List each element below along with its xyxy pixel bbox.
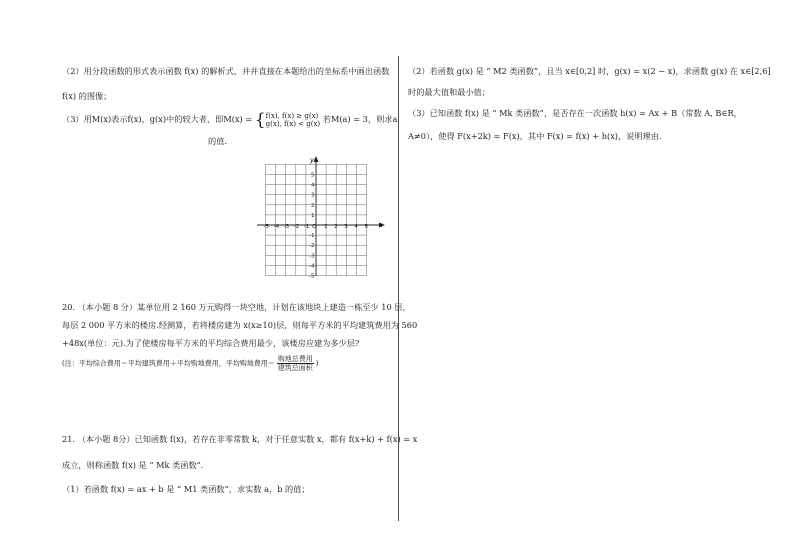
column-divider (398, 56, 399, 521)
fraction-numerator: 购地总费用 (277, 355, 313, 363)
fraction-denominator: 建筑总面积 (277, 364, 313, 372)
y-tick-label: -5 (309, 273, 315, 280)
y-tick-label: 2 (311, 202, 315, 209)
y-tick-label: 4 (311, 182, 315, 189)
q21-line1: 21. （本小题 8分）已知函数 f(x)，若存在非零常数 k，对于任意实数 x，都有 f(x+k) + f(x) = x (62, 434, 418, 444)
q21-part3-line1: （3）已知函数 f(x) 是 “ Mk 类函数”，是否存在一次函数 h(x) = Ax + B（常数 A, B∈R， (408, 108, 742, 118)
case-2: g(x), f(x) < g(x) (265, 120, 321, 128)
q21-part1: （1）若函数 f(x) = ax + b 是 “ M1 类函数”，求实数 a，b 的值； (62, 484, 310, 494)
y-tick-label: -4 (309, 263, 315, 270)
case-1: f(x), f(x) ≥ g(x) (265, 112, 319, 120)
y-tick-label: 5 (311, 172, 315, 179)
q20-line1: 20. （本小题 8 分）某单位用 2 160 万元购得一块空地，计划在该地块上建造一栋至少 10 层， (62, 302, 411, 312)
x-tick-label: 4 (354, 224, 358, 230)
q20-note (62, 355, 318, 372)
x-tick-label: -3 (283, 224, 290, 230)
piecewise-cases (266, 112, 321, 128)
q19-part3-line2: 的值. (208, 136, 227, 146)
note-fraction (277, 355, 314, 372)
q20-line3: +48x(单位：元).为了使楼房每平方米的平均综合费用最少，该楼房应建为多少层? (62, 338, 360, 348)
x-tick-label: 3 (344, 224, 348, 230)
x-tick-label: 2 (334, 224, 338, 230)
x-tick-label: 1 (324, 224, 328, 230)
q19-part2-line2: f(x) 的图像； (62, 91, 112, 101)
y-tick-label: 1 (311, 212, 315, 219)
q19-part2-line1: （2）用分段函数的形式表示函数 f(x) 的解析式，并并直接在本题给出的坐标系中画出函数 (62, 66, 390, 76)
x-tick-label: 5 (364, 224, 368, 230)
q19-part3-prefix: （3）用M(x)表示f(x)，g(x)中的较大者，即M(x) = (62, 114, 255, 124)
coordinate-grid (255, 152, 387, 280)
note-prefix: (注：平均综合费用＝平均建筑费用＋平均购地费用，平均购地费用＝ (62, 359, 275, 368)
x-tick-label: O (312, 224, 317, 230)
y-tick-label: -3 (309, 253, 315, 260)
note-suffix: ) (315, 359, 319, 368)
q21-line2: 成立，则称函数 f(x) 是 “ Mk 类函数”. (62, 460, 204, 470)
y-axis-label: y (310, 156, 314, 164)
y-tick-label: -2 (309, 243, 315, 250)
x-axis-label: x (379, 221, 383, 229)
x-tick-label: -2 (293, 224, 300, 230)
x-tick-label: -4 (273, 224, 280, 230)
y-tick-label: 3 (311, 192, 315, 199)
q21-part2-line2: 时的最大值和最小值； (408, 87, 490, 97)
y-tick-label: -1 (309, 233, 315, 240)
x-tick-label: -5 (263, 224, 269, 230)
axes (257, 156, 385, 276)
y-axis-arrow-icon (314, 156, 319, 162)
q21-part2-line1: （2）若函数 g(x) 是 “ M2 类函数”，且当 x∈[0,2] 时，g(x) = x(2 − x)，求函数 g(x) 在 x∈[2,6] (408, 66, 771, 76)
x-tick-label: -1 (303, 224, 310, 230)
q20-line2: 每层 2 000 平方米的楼房.经测算，若将楼房建为 x(x≥10)层，则每平方米的平均建筑费用为 560 (62, 320, 418, 330)
q19-part3-suffix: 若M(a) = 3，则求a (322, 114, 398, 124)
q21-part3-line2: A≠0），使得 F(x+2k) = F(x)，其中 F(x) = f(x) + h(x)，说明理由. (408, 131, 662, 141)
q19-part3-line1: （3）用M(x)表示f(x)，g(x)中的较大者，即M(x) = { f(x), f(x) ≥ g(x) g(x), f(x) < g(x) 若M(a) = 3，则求a (62, 110, 398, 130)
